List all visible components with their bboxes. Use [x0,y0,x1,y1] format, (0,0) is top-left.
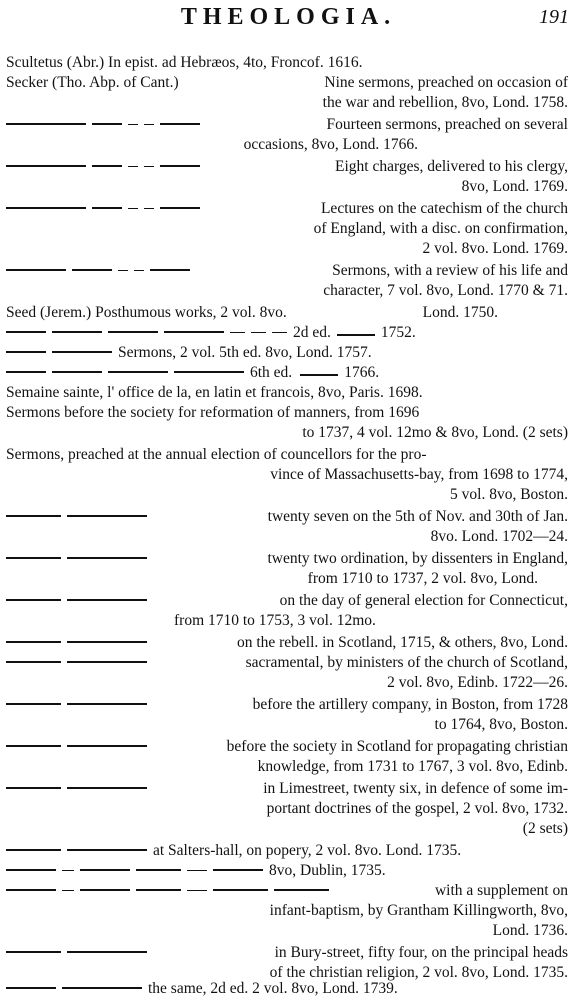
ditto-dashes [6,694,153,716]
entry-line: to 1737, 4 vol. 12mo & 8vo, Lond. (2 sets) [302,424,568,441]
entry-text: 8vo, Dublin, 1735. [269,862,386,879]
entry-date: Lond. 1750. [422,304,498,321]
entry-line [6,632,568,654]
entry-date: 1766. [344,364,380,381]
entry-line [6,548,568,570]
entry-author: Secker (Tho. Abp. of Cant.) [6,74,179,91]
entry-text: Fourteen sermons, preached on several [326,116,568,133]
entry-line: (2 sets) [522,820,568,837]
entry-line [6,736,568,758]
entry-text: before the society in Scotland for propagating christian [226,738,568,755]
ditto-dashes [6,590,153,612]
entry-line: Semaine sainte, l' office de la, en latin et francois, 8vo, Paris. 1698. [6,384,423,401]
entry-text: sacramental, by ministers of the church of Scotland, [245,654,568,671]
entry-line [6,260,568,282]
entry-line: 2 vol. 8vo. Lond. 1769. [422,240,568,257]
entry-text: in Limestreet, twenty six, in defence of some im- [263,780,568,797]
entry-line: from 1710 to 1753, 3 vol. 12mo. [174,612,376,629]
entry-line [6,590,568,612]
entry-text: twenty seven on the 5th of Nov. and 30th of Jan. [267,508,568,525]
entry-line [6,880,568,902]
entry-line [6,114,568,136]
ditto-dashes [6,880,335,902]
entry-text: at Salters-hall, on popery, 2 vol. 8vo. Lond. 1735. [153,842,462,859]
ditto-dashes [6,632,153,654]
entry-text: on the rebell. in Scotland, 1715, & others, 8vo, Lond. [236,634,568,651]
entry-line: vince of Massachusetts-bay, from 1698 to 1774, [270,466,568,483]
entry-text: twenty two ordination, by dissenters in England, [267,550,568,567]
entry-text: with a supplement on [434,882,568,899]
ditto-dashes [6,322,293,344]
entry-line: of the christian religion, 2 vol. 8vo, Lond. 1735. [269,964,568,981]
entry-line [6,978,568,1000]
ditto-dashes [6,736,153,758]
edition: 2d ed. [293,324,331,341]
entry-line: occasions, 8vo, Lond. 1766. [243,136,418,153]
entry-line [6,72,568,94]
page-number: 191 [539,6,569,28]
entry-line [6,694,568,716]
entry-line [6,156,568,178]
ditto-dashes [6,156,206,178]
entry-line: infant-baptism, by Grantham Killingworth, 8vo, [269,902,568,919]
entry-text: the same, 2d ed. 2 vol. 8vo, Lond. 1739. [148,980,398,997]
entry-line [6,506,568,528]
entry-line: 8vo, Lond. 1769. [461,178,568,195]
entry-line: character, 7 vol. 8vo, Lond. 1770 & 71. [323,282,568,299]
entry-line: Sermons before the society for reformation of manners, from 1696 [6,404,420,421]
entry-line [6,302,568,324]
entry-text: Nine sermons, preached on occasion of [324,74,568,91]
entry-date: 1752. [380,324,416,341]
entry-line [6,840,568,862]
ditto-dashes [6,342,118,364]
entry-line: to 1764, 8vo, Boston. [434,716,568,733]
ditto-dashes [6,778,153,800]
entry-line [6,198,568,220]
entry-text: in Bury-street, fifty four, on the principal heads [274,944,568,961]
entry-line [6,778,568,800]
entry-text: before the artillery company, in Boston, from 1728 [252,696,568,713]
entry-text: Seed (Jerem.) Posthumous works, 2 vol. 8vo. [6,304,287,321]
entry-line [6,322,568,344]
entry-line: 8vo. Lond. 1702—24. [430,528,568,545]
entry-line: Lond. 1736. [492,922,568,939]
ditto-dashes [6,840,153,862]
ditto-dashes [6,548,153,570]
entry-line: Sermons, preached at the annual election of councellors for the pro- [6,446,427,463]
ditto-dashes [6,978,148,1000]
entry-line: knowledge, from 1731 to 1767, 3 vol. 8vo, Edinb. [257,758,568,775]
ditto-dashes [6,260,196,282]
entry-line: Scultetus (Abr.) In epist. ad Hebræos, 4to, Froncof. 1616. [6,54,363,71]
entry-text: Sermons, 2 vol. 5th ed. 8vo, Lond. 1757. [118,344,372,361]
ditto-dashes [6,860,269,882]
ditto-dashes [6,942,153,964]
ditto-dashes [6,362,250,384]
entry-line [6,942,568,964]
entry-line: from 1710 to 1737, 2 vol. 8vo, Lond. [307,570,538,587]
entry-line: the war and rebellion, 8vo, Lond. 1758. [322,94,568,111]
entry-line [6,652,568,674]
edition: 6th ed. [250,364,293,381]
entry-line [6,342,568,364]
entry-line: 2 vol. 8vo, Edinb. 1722—26. [387,674,568,691]
entry-text: Sermons, with a review of his life and [332,262,568,279]
entry-line: of England, with a disc. on confirmation, [313,220,568,237]
entry-line: 5 vol. 8vo, Boston. [450,486,568,503]
entry-line [6,860,568,882]
ditto-dashes [6,506,153,528]
running-header-title: THEOLOGIA. [180,4,397,30]
ditto-dashes [6,198,206,220]
entry-text: Eight charges, delivered to his clergy, [334,158,568,175]
entry-text: Lectures on the catechism of the church [320,200,568,217]
entry-text: on the day of general election for Connecticut, [279,592,568,609]
ditto-dashes [6,114,206,136]
ditto-dashes [6,652,153,674]
entry-line: portant doctrines of the gospel, 2 vol. 8vo, 1732. [266,800,568,817]
entry-line [6,362,568,384]
